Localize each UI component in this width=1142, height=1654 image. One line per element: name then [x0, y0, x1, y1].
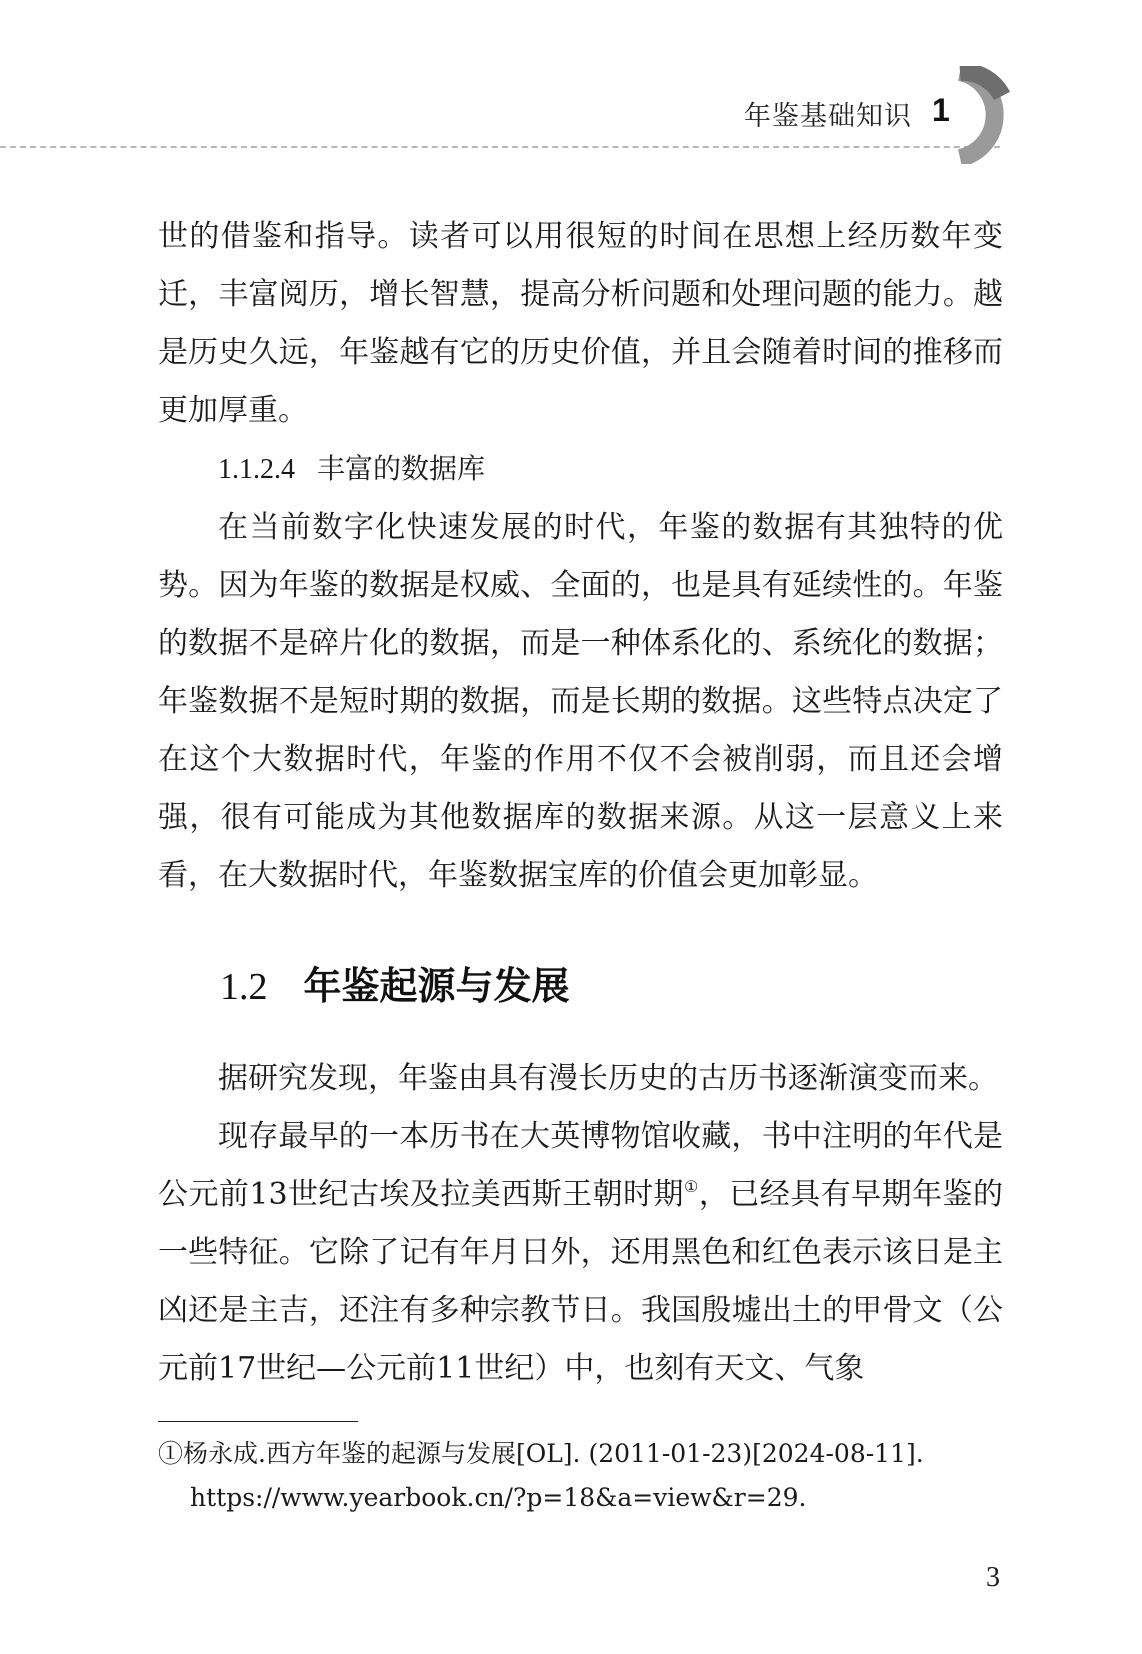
subsection-number: 1.1.2.4 [218, 454, 295, 485]
section-paragraph-1: 据研究发现，年鉴由具有漫长历史的古历书逐渐演变而来。 [218, 1061, 998, 1096]
section-paragraph-2-part-a: 现存最早的一本历书在大英博物馆收藏，书中注明的年代是公元前13世纪古埃及拉美西斯王朝时期 [158, 1119, 1003, 1212]
section-number: 1.2 [220, 966, 268, 1008]
section-paragraph-2 [158, 1108, 1003, 1398]
page-header [0, 0, 1142, 170]
page-number: 3 [986, 1562, 1000, 1593]
subsection-paragraph: 在当前数字化快速发展的时代，年鉴的数据有其独特的优势。因为年鉴的数据是权威、全面的，也是具有延续性的。年鉴的数据不是碎片化的数据，而是一种体系化的、系统化的数据；年鉴数据不是短时期的数据，而是长期的数据。这些特点决定了在这个大数据时代，年鉴的作用不仅不会被削弱，而且还会增强，很有可能成为其他数据库的数据来源。从这一层意义上来看，在大数据时代，年鉴数据宝库的价值会更加彰显。 [158, 510, 1003, 893]
body-text-bottom [158, 1050, 1003, 1398]
paragraph-continuation: 世的借鉴和指导。读者可以用很短的时间在思想上经历数年变迁，丰富阅历，增长智慧，提高分析问题和处理问题的能力。越是历史久远，年鉴越有它的历史价值，并且会随着时间的推移而更加厚重。 [158, 219, 1003, 428]
section-paragraph-2-part-b: ，已经具有早期年鉴的一些特征。它除了记有年月日外，还用黑色和红色表示该日是主凶还是主吉，还注有多种宗教节日。我国殷墟出土的甲骨文（公元前17世纪—公元前11世纪）中，也刻有天文、气象 [158, 1177, 1003, 1386]
chapter-arc-decoration [940, 66, 1030, 164]
footnote-separator [158, 1421, 358, 1422]
footnote-line-1: ①杨永成.西方年鉴的起源与发展[OL]. (2011-01-23)[2024-08-11]. [158, 1439, 924, 1468]
header-dashed-rule [0, 146, 1000, 148]
chapter-number: 1 [932, 92, 950, 128]
footnote-reference[interactable]: ① [684, 1177, 699, 1196]
footnote-url[interactable]: https://www.yearbook.cn/?p=18&a=view&r=29. [190, 1483, 807, 1512]
body-text-top [158, 208, 1003, 905]
subsection-heading [158, 440, 1003, 499]
footnote [158, 1432, 1008, 1520]
section-title: 年鉴起源与发展 [303, 964, 570, 1008]
section-heading [220, 955, 570, 1010]
running-title: 年鉴基础知识 [744, 101, 912, 132]
subsection-title: 丰富的数据库 [317, 452, 486, 485]
